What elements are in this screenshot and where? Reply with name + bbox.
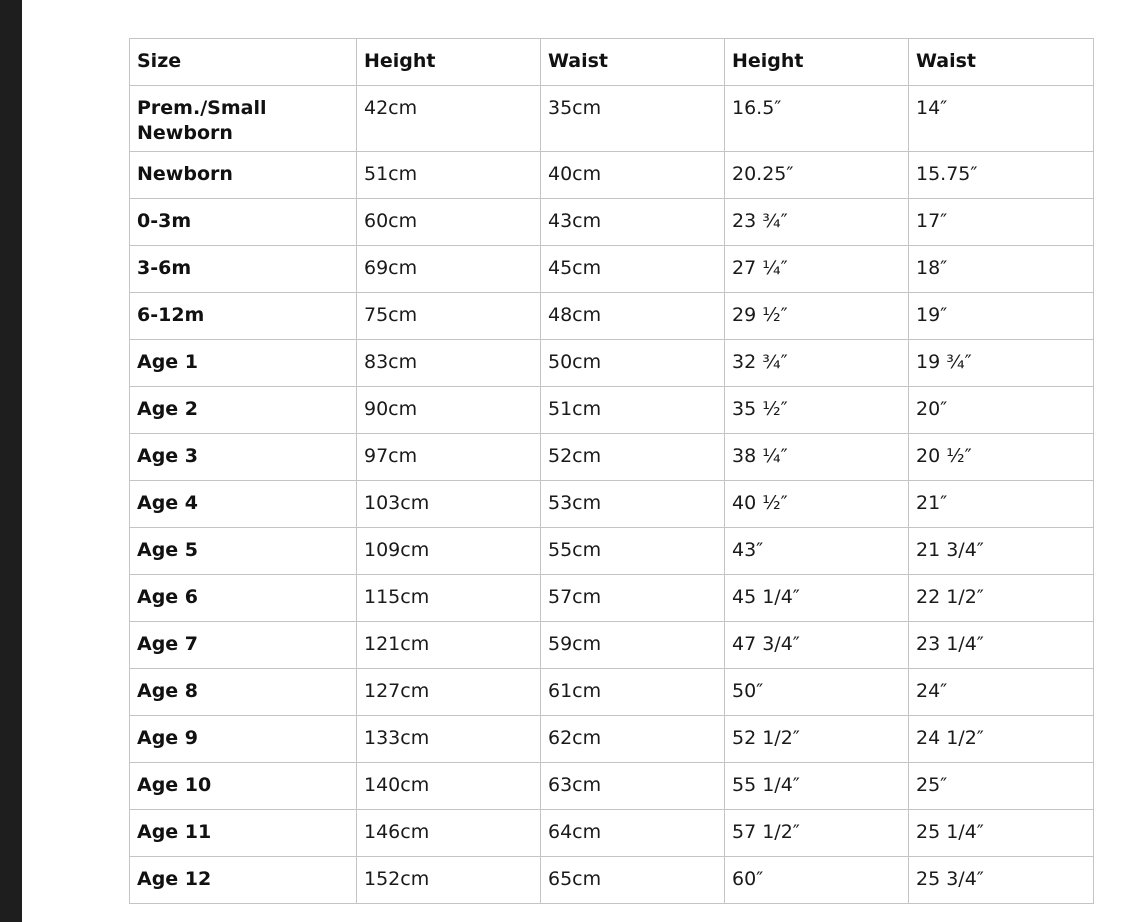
header-waist-cm: Waist: [541, 39, 725, 86]
waist-cm-cell: 55cm: [541, 528, 725, 575]
header-size: Size: [130, 39, 357, 86]
waist-cm-cell: 40cm: [541, 152, 725, 199]
height-in-cell: 47 3/4″: [725, 622, 909, 669]
height-cm-cell: 42cm: [357, 86, 541, 152]
height-in-cell: 32 ¾″: [725, 340, 909, 387]
height-in-cell: 50″: [725, 669, 909, 716]
size-cell: Age 6: [130, 575, 357, 622]
table-row: [130, 622, 1094, 669]
size-cell: Age 8: [130, 669, 357, 716]
height-in-cell: 20.25″: [725, 152, 909, 199]
waist-cm-cell: 51cm: [541, 387, 725, 434]
size-cell: Age 4: [130, 481, 357, 528]
waist-cm-cell: 35cm: [541, 86, 725, 152]
waist-in-cell: 20″: [909, 387, 1094, 434]
height-cm-cell: 121cm: [357, 622, 541, 669]
height-in-cell: 57 1/2″: [725, 810, 909, 857]
left-edge-bar: [0, 0, 22, 922]
waist-in-cell: 21 3/4″: [909, 528, 1094, 575]
waist-in-cell: 17″: [909, 199, 1094, 246]
table-row: [130, 86, 1094, 152]
header-row: [130, 39, 1094, 86]
table-row: [130, 293, 1094, 340]
table-row: [130, 763, 1094, 810]
waist-cm-cell: 57cm: [541, 575, 725, 622]
waist-cm-cell: 64cm: [541, 810, 725, 857]
table-row: [130, 857, 1094, 904]
height-in-cell: 35 ½″: [725, 387, 909, 434]
height-cm-cell: 103cm: [357, 481, 541, 528]
waist-cm-cell: 61cm: [541, 669, 725, 716]
table-row: [130, 387, 1094, 434]
table-row: [130, 810, 1094, 857]
height-cm-cell: 90cm: [357, 387, 541, 434]
size-cell: Age 3: [130, 434, 357, 481]
waist-in-cell: 25 1/4″: [909, 810, 1094, 857]
table-row: [130, 481, 1094, 528]
size-cell: Age 7: [130, 622, 357, 669]
height-in-cell: 45 1/4″: [725, 575, 909, 622]
height-in-cell: 23 ¾″: [725, 199, 909, 246]
size-cell: 3-6m: [130, 246, 357, 293]
header-waist-in: Waist: [909, 39, 1094, 86]
height-cm-cell: 140cm: [357, 763, 541, 810]
table-row: [130, 716, 1094, 763]
size-cell: Newborn: [130, 152, 357, 199]
height-cm-cell: 115cm: [357, 575, 541, 622]
size-cell: Age 9: [130, 716, 357, 763]
table-row: [130, 434, 1094, 481]
height-cm-cell: 152cm: [357, 857, 541, 904]
waist-in-cell: 18″: [909, 246, 1094, 293]
height-in-cell: 52 1/2″: [725, 716, 909, 763]
size-cell: Age 10: [130, 763, 357, 810]
size-cell: Age 12: [130, 857, 357, 904]
waist-in-cell: 19″: [909, 293, 1094, 340]
height-cm-cell: 75cm: [357, 293, 541, 340]
height-cm-cell: 133cm: [357, 716, 541, 763]
waist-in-cell: 20 ½″: [909, 434, 1094, 481]
waist-cm-cell: 45cm: [541, 246, 725, 293]
header-height-in: Height: [725, 39, 909, 86]
height-cm-cell: 83cm: [357, 340, 541, 387]
waist-cm-cell: 62cm: [541, 716, 725, 763]
height-cm-cell: 97cm: [357, 434, 541, 481]
waist-in-cell: 25 3/4″: [909, 857, 1094, 904]
waist-in-cell: 24 1/2″: [909, 716, 1094, 763]
height-in-cell: 40 ½″: [725, 481, 909, 528]
waist-cm-cell: 53cm: [541, 481, 725, 528]
waist-in-cell: 22 1/2″: [909, 575, 1094, 622]
height-cm-cell: 109cm: [357, 528, 541, 575]
table-row: [130, 152, 1094, 199]
height-in-cell: 43″: [725, 528, 909, 575]
height-in-cell: 27 ¼″: [725, 246, 909, 293]
size-cell: Age 5: [130, 528, 357, 575]
waist-cm-cell: 43cm: [541, 199, 725, 246]
height-cm-cell: 127cm: [357, 669, 541, 716]
waist-in-cell: 25″: [909, 763, 1094, 810]
height-in-cell: 60″: [725, 857, 909, 904]
waist-in-cell: 14″: [909, 86, 1094, 152]
size-cell: Age 1: [130, 340, 357, 387]
table-row: [130, 246, 1094, 293]
size-cell: Age 11: [130, 810, 357, 857]
waist-in-cell: 15.75″: [909, 152, 1094, 199]
height-cm-cell: 69cm: [357, 246, 541, 293]
waist-cm-cell: 59cm: [541, 622, 725, 669]
height-in-cell: 29 ½″: [725, 293, 909, 340]
table-row: [130, 575, 1094, 622]
waist-cm-cell: 63cm: [541, 763, 725, 810]
table-row: [130, 528, 1094, 575]
size-cell: Prem./Small Newborn: [130, 86, 357, 152]
size-chart-table: [129, 38, 1094, 904]
header-height-cm: Height: [357, 39, 541, 86]
height-cm-cell: 146cm: [357, 810, 541, 857]
size-cell: Age 2: [130, 387, 357, 434]
height-in-cell: 16.5″: [725, 86, 909, 152]
waist-cm-cell: 48cm: [541, 293, 725, 340]
table-row: [130, 199, 1094, 246]
size-cell: 0-3m: [130, 199, 357, 246]
size-cell: 6-12m: [130, 293, 357, 340]
height-in-cell: 55 1/4″: [725, 763, 909, 810]
waist-in-cell: 24″: [909, 669, 1094, 716]
table-row: [130, 669, 1094, 716]
waist-in-cell: 19 ¾″: [909, 340, 1094, 387]
height-cm-cell: 51cm: [357, 152, 541, 199]
waist-in-cell: 21″: [909, 481, 1094, 528]
waist-cm-cell: 50cm: [541, 340, 725, 387]
waist-cm-cell: 52cm: [541, 434, 725, 481]
height-in-cell: 38 ¼″: [725, 434, 909, 481]
waist-cm-cell: 65cm: [541, 857, 725, 904]
height-cm-cell: 60cm: [357, 199, 541, 246]
table-row: [130, 340, 1094, 387]
waist-in-cell: 23 1/4″: [909, 622, 1094, 669]
